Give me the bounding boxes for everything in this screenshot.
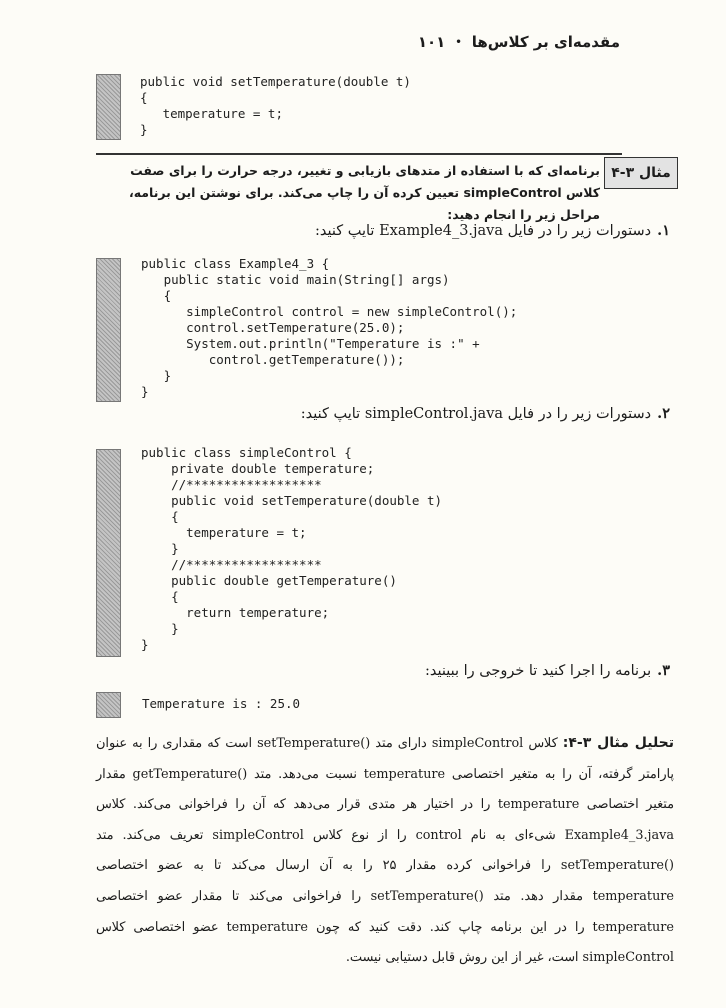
example-label: مثال ۳-۴ bbox=[611, 165, 671, 181]
step-text: دستورات زیر را در فایل simpleControl.java تایپ کنید: bbox=[300, 406, 652, 422]
step-text: برنامه را اجرا کنید تا خروجی را ببینید: bbox=[424, 663, 652, 679]
code-block-marker bbox=[96, 449, 121, 657]
header-bullet: • bbox=[455, 36, 462, 48]
step-2 bbox=[96, 403, 670, 425]
step-number: ۲. bbox=[657, 405, 670, 422]
code-block-marker bbox=[96, 74, 121, 140]
step-number: ۳. bbox=[657, 662, 670, 679]
code-block-set-temperature: public void setTemperature(double t) { temperature = t; } bbox=[140, 74, 411, 137]
page-header bbox=[100, 30, 620, 54]
code-block-marker bbox=[96, 258, 121, 402]
chapter-title: مقدمه‌ای بر کلاس‌ها bbox=[471, 33, 620, 51]
step-3 bbox=[96, 660, 670, 682]
program-output: Temperature is : 25.0 bbox=[142, 696, 301, 711]
page-number: ۱۰۱ bbox=[417, 33, 446, 51]
step-text: دستورات زیر را در فایل Example4_3.java تایپ کنید: bbox=[314, 223, 652, 239]
example-label-box bbox=[604, 157, 678, 189]
output-block-marker bbox=[96, 692, 121, 718]
step-1 bbox=[96, 220, 670, 242]
section-divider bbox=[96, 153, 622, 155]
step-number: ۱. bbox=[657, 222, 670, 239]
code-block-simple-control: public class simpleControl { private double temperature; //****************** public void setTemperature(double t) { temperature = t; } //****************** public double getTemperature() { return temperature; } } bbox=[141, 445, 443, 652]
analysis-body: کلاس simpleControl دارای متد ()setTemperature است که مقداری را به عنوان پارامتر گرفته، آن را به متغیر اختصاصی temperature نسبت می‌دهد. متد ()getTemperature مقدار متغیر اختصاصی temperature را در اختیار هر متدی قرار می‌دهد که آن را فراخوانی می‌کند. کلاس Example4_3.java شیء‌ای به نام control را از نوع کلاس simpleControl تعریف می‌کند. متد ()setTemperature را فراخوانی کرده مقدار ۲۵ را به آن ارسال می‌کند تا به عضو اختصاصی temperature مقدار دهد. متد ()setTemperature را فراخوانی می‌کند تا مقدار عضو اختصاصی temperature را در این برنامه چاپ کند. دقت کنید که چون temperature عضو اختصاصی کلاس simpleControl است، غیر از این روش قابل دستیابی نیست. bbox=[96, 736, 675, 966]
example-analysis bbox=[96, 728, 674, 974]
code-block-example4-3: public class Example4_3 { public static void main(String[] args) { simpleControl control = new simpleControl(); control.setTemperature(25.0); System.out.println("Temperature is :" + control.getTemperature()); } } bbox=[141, 256, 518, 399]
analysis-title: تحلیل مثال ۳-۴: bbox=[562, 735, 675, 751]
example-description: برنامه‌ای که با استفاده از متدهای بازیابی و تغییر، درجه حرارت را برای صفت کلاس simpleControl تعیین کرده آن را چاپ می‌کند. برای نوشتن این برنامه، مراحل زیر را انجام دهید: bbox=[128, 163, 600, 222]
